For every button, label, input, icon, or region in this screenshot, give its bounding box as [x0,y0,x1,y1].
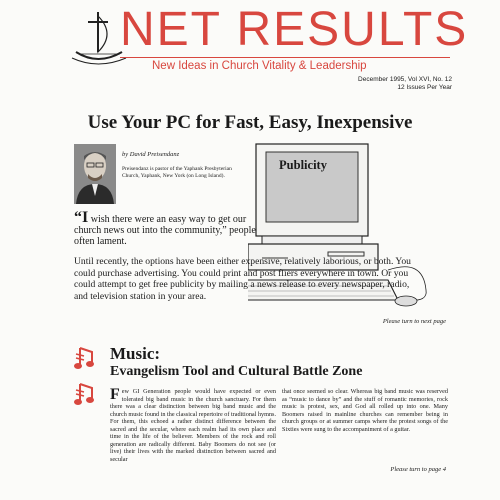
masthead-title: NET RESULTS [120,3,469,56]
masthead-rule [120,57,450,58]
body-column-2: that once seemed so clear. Whereas big band music was reserved as “music to dance by” and the stuff of romantic memories, rock music is protest, sex, and God all rolled up into one. Many Boomers raised in mainline churches can remember being in church groups or at summer camps where the protest songs of the Sixties were sung to the accompaniment of a guitar. [282,388,448,433]
section-subheading: Evangelism Tool and Cultural Battle Zone [110,364,363,379]
issue-info [358,76,452,92]
section-heading: Music: [110,344,161,363]
author-photo [74,144,116,204]
quote-text: wish there were an easy way to get our church news out into the community,” people often lament. [74,214,256,247]
music-note-icon-2 [74,380,98,408]
drop-cap: F [110,386,120,403]
pull-quote [74,209,264,247]
masthead-subtitle: New Ideas in Church Vitality & Leadership [152,60,367,72]
music-note-icon [74,344,98,372]
issue-frequency: 12 Issues Per Year [397,84,452,91]
body-column-1 [110,388,276,463]
quote-initial: “I [74,209,89,226]
continued-page-4: Please turn to page 4 [390,466,446,473]
column-1-text: ew GI Generation people would have expected or even tolerated big band music in the church sanctuary. For them there was a clear distinction between big band music and the church music found in the classical repertoire of traditional hymns. For them, this echoed a rather distinct difference between the sacred and the secular, where each realm had its own place and time in the life of the believer. Members of the rock and roll generation are radically different. Baby Boomers do not see (or live) their lives with the marked distinction between sacred and secular [110,388,276,463]
issue-date: December 1995, Vol XVI, No. 12 [358,76,452,83]
screen-publicity-text: Publicity [279,158,327,172]
article-paragraph: Until recently, the options have been either expensive, relatively laborious, or both. You could purchase advertising. You could print and post fliers everywhere in town. Or you could attempt to get free publicity by mailing a news release to every newspaper, radio, and television station in your area. [74,256,411,302]
article-headline: Use Your PC for Fast, Easy, Inexpensive [87,112,413,133]
continued-next-page: Please turn to next page [382,318,446,325]
author-bio: Preisendanz is pastor of the Yaphank Presbyterian Church, Yaphank, New York (on Long Island). [122,166,232,179]
church-boat-logo [68,8,128,68]
byline: by David Preisendanz [122,151,180,158]
